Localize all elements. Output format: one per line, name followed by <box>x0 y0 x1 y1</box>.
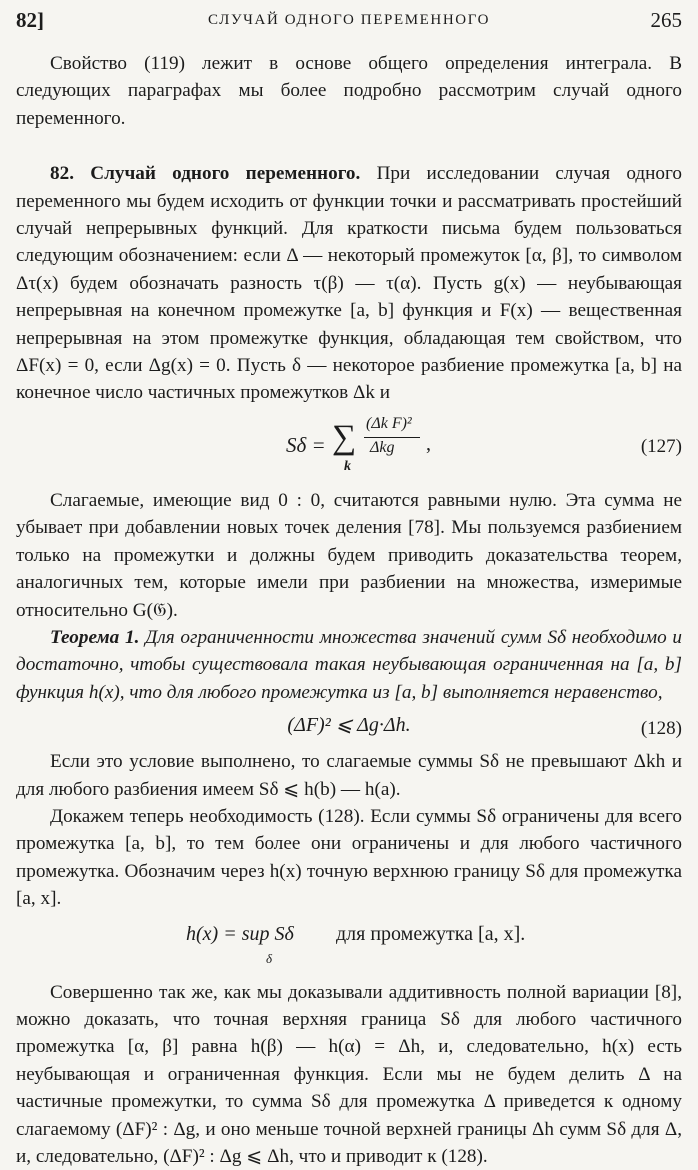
page-number: 265 <box>650 8 682 32</box>
sum-expression <box>286 415 436 481</box>
paragraph-after-127: Слагаемые, имеющие вид 0 : 0, считаются равными нулю. Эта сумма не убывает при добавлении новых точек деления [78]. Мы пользуемся разбиением только на промежутки и должны будем приводить доказательства теорем, аналогичных тем, которые имели при разбиении на множества, измеримые относительно G(𝔊). <box>16 489 682 621</box>
proof-paragraph: Докажем теперь необходимость (128). Если суммы Sδ ограничены для всего промежутка [a, b], то тем более они ограничены и для любого частичного промежутка. Обозначим через h(x) точную верхнюю границу Sδ для промежутка [a, x]. <box>16 805 682 910</box>
spacer <box>16 146 682 160</box>
theorem-paragraph <box>16 624 682 706</box>
sup-lhs: h(x) = sup Sδ <box>186 922 294 945</box>
fraction-bar <box>364 437 420 438</box>
sup-expression <box>186 923 546 973</box>
equation-number-128: (128) <box>640 718 682 740</box>
intro-paragraph: Свойство (119) лежит в основе общего определения интеграла. В следующих параграфах мы более подробно рассмотрим случай одного переменного. <box>16 53 682 129</box>
spacer <box>16 132 682 146</box>
section-number: 82. <box>50 163 74 185</box>
final-paragraph: Совершенно так же, как мы доказывали аддитивность полной вариации [8], можно доказать, что точная верхняя граница Sδ для любого частичного промежутка [α, β] равна h(β) — h(α) = Δh, и, следовательно, h(x) есть неубывающая и ограниченная функция. Если мы не будем делить Δ на частичные промежутки, то сумма Sδ для промежутка Δ приведется к одному слагаемому (ΔF)² : Δg, и оно меньше точной верхней границы Δh сумм Sδ для Δ, и, следовательно, (ΔF)² : Δg ⩽ Δh, что и приводит к (128). <box>16 981 682 1167</box>
sum-index: k <box>344 458 351 474</box>
equation-128 <box>16 712 682 746</box>
running-header <box>16 8 682 38</box>
equation-comma: , <box>426 432 431 455</box>
sup-subscript: δ <box>266 950 273 966</box>
equation-127 <box>16 407 682 487</box>
theorem-title: Теорема 1. <box>50 626 140 648</box>
theorem-text: Для ограниченности множества значений сумм Sδ необходимо и достаточно, чтобы существовала такая неубывающая ограниченная на [a, b] функция h(x), что для любого промежутка из [a, b] выполняется неравенство, <box>16 626 682 703</box>
sigma-symbol: ∑ <box>332 418 357 456</box>
page-body <box>16 50 682 1170</box>
section-paragraph <box>16 160 682 407</box>
fraction-denominator: Δkg <box>370 438 395 456</box>
section-title: Случай одного переменного. <box>90 163 361 185</box>
condition-paragraph: Если это условие выполнено, то слагаемые суммы Sδ не превышают Δkh и для любого разбиения имеем Sδ ⩽ h(b) — h(a). <box>16 751 682 800</box>
equation-number-127: (127) <box>640 435 682 457</box>
sum-lhs: Sδ = <box>286 432 326 457</box>
equation-sup <box>16 913 682 979</box>
section-marker: 82] <box>16 8 44 32</box>
running-title: СЛУЧАЙ ОДНОГО ПЕРЕМЕННОГО <box>207 12 491 28</box>
fraction-numerator: (Δk F)² <box>366 414 412 432</box>
inequality-128: (ΔF)² ⩽ Δg·Δh. <box>287 714 411 737</box>
section-text: При исследовании случая одного переменного мы будем исходить от функции точки и рассматривать простейший случай непрерывных функций. Для краткости письма будем пользоваться следующим обозначением: если Δ — некоторый промежуток [α, β], то символом Δτ(x) будем обозначать разность τ(β) — τ(α). Пусть g(x) — неубывающая непрерывная на конечном промежутке [a, b] функция и F(x) — вещественная непрерывная на этом промежутке функция, обладающая тем свойством, что ΔF(x) = 0, если Δg(x) = 0. Пусть δ — некоторое разбиение промежутка [a, b] на конечное число частичных промежутков Δk и <box>16 163 682 404</box>
sup-rhs: для промежутка [a, x]. <box>336 922 526 945</box>
